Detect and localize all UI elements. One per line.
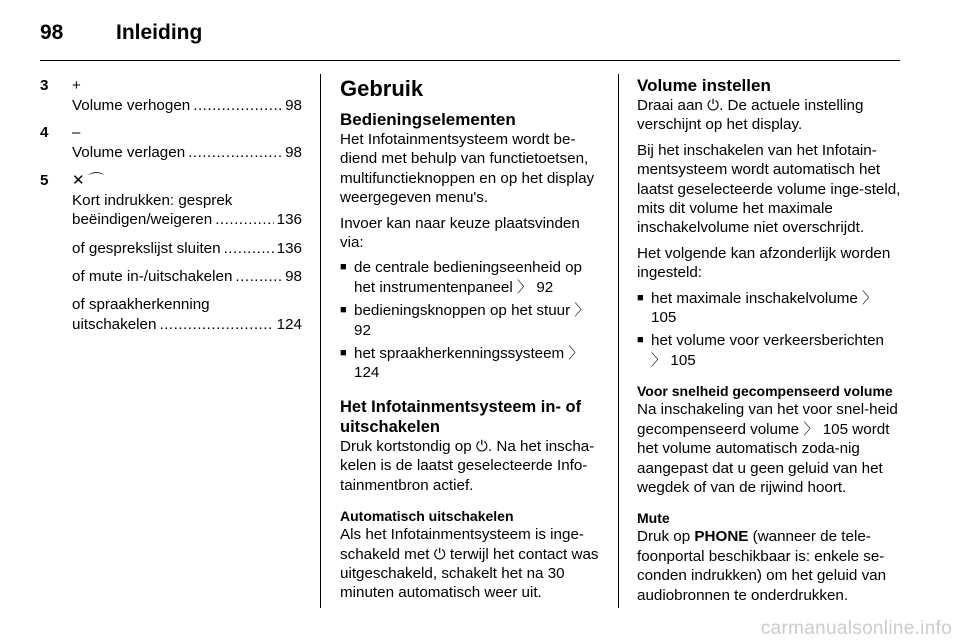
bullet-list bbox=[340, 258, 602, 382]
subsection-heading: Volume instellen bbox=[637, 76, 771, 95]
minus-icon: – bbox=[72, 124, 81, 142]
page-header bbox=[40, 18, 202, 48]
minor-heading: Mute bbox=[637, 510, 670, 527]
bullet-icon: ■ bbox=[340, 304, 347, 317]
item-entries bbox=[40, 191, 302, 334]
bullet-icon: ■ bbox=[637, 334, 644, 347]
paragraph: Draai aan ⏻. De actuele instelling verschijnt op het display. bbox=[637, 97, 864, 134]
bullet-icon: ■ bbox=[340, 261, 347, 274]
bullet-icon: ■ bbox=[340, 347, 347, 360]
subsection-heading: Bedieningselementen bbox=[340, 110, 516, 129]
paragraph: Het Infotainmentsysteem wordt be-diend met behulp van functietoetsen, multifunctieknoppen en op het display weergegeven menu's. bbox=[340, 131, 595, 207]
toc-entry: Volume verlagen ..... 98 bbox=[72, 143, 302, 162]
column-middle bbox=[340, 76, 602, 609]
list-item: ■ het spraakherkenningssysteem 〉 124 bbox=[340, 345, 584, 382]
list-item: ■ de centrale bedieningseenheid op het instrumentenpaneel 〉 92 bbox=[340, 259, 582, 296]
item-entries bbox=[40, 96, 302, 115]
column-divider-2 bbox=[618, 74, 619, 608]
watermark: carmanualsonline.info bbox=[760, 618, 952, 639]
paragraph: Na inschakeling van het voor snel-heid gecompenseerd volume 〉 105 wordt het volume automatisch zoda-nig aangepast dat u geen geluid van het wegdek of van de rijwind hoort. bbox=[637, 401, 898, 496]
paragraph: Druk kortstondig op ⏻. Na het inscha-kelen is de laatst geselecteerde Info-tainmentbron actief. bbox=[340, 437, 595, 494]
column-divider-1 bbox=[320, 74, 321, 608]
item-number-row bbox=[40, 171, 302, 191]
list-item: ■ het volume voor verkeersberichten 〉 105 bbox=[637, 332, 884, 369]
bullet-icon: ■ bbox=[637, 291, 644, 304]
item-number: 3 bbox=[40, 77, 49, 94]
toc-entry-multiline: of spraakherkenning uitschakelen ..... 124 bbox=[72, 295, 302, 334]
toc-entry: Volume verhogen ..... 98 bbox=[72, 96, 302, 115]
toc-entry: of gesprekslijst sluiten ..... 136 bbox=[72, 239, 302, 258]
paragraph: Als het Infotainmentsysteem is inge-schakeld met ⏻ terwijl het contact was uitgeschakeld, schakelt het na 30 minuten automatisch weer uit. bbox=[340, 526, 599, 602]
paragraph: Bij het inschakelen van het Infotain-mentsysteem wordt automatisch het laatst geselecteerde volume inge-steld, mits dit volume het maximale inschakelvolume niet overschrijdt. bbox=[637, 141, 901, 237]
column-left bbox=[40, 76, 302, 342]
page-number: 98 bbox=[40, 21, 64, 44]
page-title: Inleiding bbox=[116, 21, 203, 44]
plus-icon: + bbox=[72, 77, 81, 94]
item-number: 5 bbox=[40, 171, 49, 189]
toc-entry: of mute in-/uitschakelen ..... 98 bbox=[72, 267, 302, 286]
item-number: 4 bbox=[40, 124, 49, 142]
item-number-row bbox=[40, 76, 302, 96]
toc-entry-multiline: Kort indrukken: gesprek beëindigen/weigeren ..... 136 bbox=[72, 191, 302, 230]
paragraph: Invoer kan naar keuze plaatsvinden via: bbox=[340, 214, 580, 252]
bullet-list bbox=[637, 289, 902, 371]
column-right bbox=[637, 76, 902, 611]
list-item: ■ het maximale inschakelvolume 〉 105 bbox=[637, 289, 878, 327]
list-item: ■ bedieningsknoppen op het stuur 〉 92 bbox=[340, 302, 590, 339]
phone-key-label: PHONE bbox=[694, 528, 749, 546]
subsection-heading: Het Infotainmentsysteem in- of uitschakelen bbox=[340, 397, 582, 436]
paragraph: Druk op PHONE (wanneer de tele-foonportal beschikbaar is: enkele se-conden indrukken) om het geluid van audiobronnen te onderdrukken. bbox=[637, 528, 887, 604]
mute-hangup-icon: ✕ ⌒ bbox=[72, 171, 104, 189]
paragraph: Het volgende kan afzonderlijk worden ingesteld: bbox=[637, 244, 891, 282]
section-heading: Gebruik bbox=[340, 76, 424, 101]
item-entries bbox=[40, 143, 302, 162]
header-rule bbox=[40, 60, 900, 61]
minor-heading: Automatisch uitschakelen bbox=[340, 508, 514, 525]
minor-heading: Voor snelheid gecompenseerd volume bbox=[637, 383, 893, 400]
item-number-row bbox=[40, 123, 302, 143]
